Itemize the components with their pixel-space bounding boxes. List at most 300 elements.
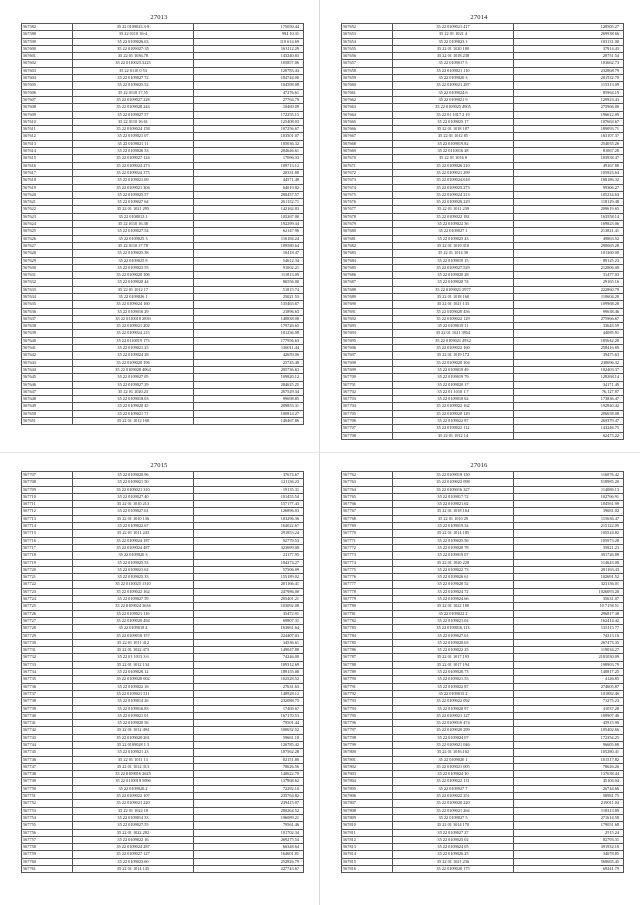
- row-id-cell: 567786: [342, 647, 393, 654]
- row-id-cell: 567608: [22, 104, 73, 111]
- code-cell: 35 22 0109024.6: [393, 89, 514, 96]
- table-row: [342, 89, 624, 96]
- amount-cell: 118129.48: [514, 199, 624, 206]
- table-row: [22, 720, 304, 727]
- code-cell: 35 22 0109025.57: [73, 191, 194, 198]
- code-cell: 35 22 0109024 287: [73, 844, 194, 851]
- amount-cell: 261152.71: [194, 199, 304, 206]
- amount-cell: 39681.02: [514, 508, 624, 515]
- code-cell: 35 22 01 1019 310: [393, 242, 514, 249]
- amount-cell: 51815.74: [194, 286, 304, 293]
- code-cell: 35 22 0109024 07: [393, 734, 514, 741]
- code-cell: 35 22 0109019 15: [393, 257, 514, 264]
- table-block-bottom-left: [21, 461, 297, 873]
- table-row: [342, 432, 624, 439]
- table-row: [22, 472, 304, 479]
- code-cell: 35 22 0109022 162: [393, 403, 514, 410]
- row-id-cell: 567633: [22, 286, 73, 293]
- row-id-cell: 567675: [342, 191, 393, 198]
- row-id-cell: 567663: [342, 104, 393, 111]
- amount-cell: 994 10.31: [194, 31, 304, 38]
- amount-cell: 114086.13: [514, 486, 624, 493]
- amount-cell: 258416.69: [514, 345, 624, 352]
- table-row: [22, 323, 304, 330]
- code-cell: 35 22 0109021.55: [393, 676, 514, 683]
- table-row: [342, 814, 624, 821]
- row-id-cell: 567754: [22, 814, 73, 821]
- table-row: [22, 118, 304, 125]
- amount-cell: 222860.79: [514, 286, 624, 293]
- row-id-cell: 567628: [22, 250, 73, 257]
- table-row: [342, 323, 624, 330]
- code-cell: 35 22 0109028 002: [73, 676, 194, 683]
- table-row: [342, 566, 624, 573]
- row-id-cell: 567757: [22, 836, 73, 843]
- table-row: [342, 647, 624, 654]
- row-id-cell: 567618: [22, 177, 73, 184]
- amount-cell: 107562.28: [194, 749, 304, 756]
- code-cell: 35 22 01 1018.238: [393, 53, 514, 60]
- row-id-cell: 567688: [342, 286, 393, 293]
- row-id-cell: 567696: [342, 345, 393, 352]
- table-row: [342, 858, 624, 865]
- code-cell: 35 22 0109022 16: [73, 683, 194, 690]
- code-cell: 35 22 0109022 16: [73, 836, 194, 843]
- row-id-cell: 567616: [22, 162, 73, 169]
- table-row: [22, 530, 304, 537]
- code-cell: 35 22 0109027.40: [73, 493, 194, 500]
- data-table: [341, 471, 624, 873]
- table-row: [342, 425, 624, 432]
- code-cell: 35 22 0109027.29: [73, 381, 194, 388]
- amount-cell: 10418.47: [194, 250, 304, 257]
- table-row: [342, 508, 624, 515]
- row-id-cell: 567774: [342, 559, 393, 566]
- code-cell: 35 22 0109021.62: [393, 501, 514, 508]
- row-id-cell: 567652: [342, 24, 393, 31]
- amount-cell: 105036.32: [194, 140, 304, 147]
- amount-cell: 200264.52: [194, 807, 304, 814]
- amount-cell: 252826.79: [194, 858, 304, 865]
- table-row: [22, 374, 304, 381]
- code-cell: 35 22 01 1012 494: [73, 727, 194, 734]
- row-id-cell: 567668: [342, 140, 393, 147]
- amount-cell: 99306.27: [514, 184, 624, 191]
- row-id-cell: 567658: [342, 67, 393, 74]
- row-id-cell: 567760: [22, 858, 73, 865]
- code-cell: 35 22 0109023.1: [393, 38, 514, 45]
- amount-cell: 114643.08: [514, 559, 624, 566]
- row-id-cell: 567732: [22, 654, 73, 661]
- table-row: [22, 603, 304, 610]
- row-id-cell: 567588: [22, 31, 73, 38]
- amount-cell: 137638.44: [514, 771, 624, 778]
- row-id-cell: 567815: [342, 858, 393, 865]
- code-cell: 35 22 01 1014 145: [73, 866, 194, 873]
- table-row: [22, 800, 304, 807]
- table-row: [342, 24, 624, 31]
- amount-cell: 323156.01: [514, 581, 624, 588]
- row-id-cell: 567713: [22, 515, 73, 522]
- amount-cell: 34078.85: [514, 851, 624, 858]
- row-id-cell: 567734: [22, 669, 73, 676]
- table-row: [342, 472, 624, 479]
- code-cell: 35 22 0109022 129: [393, 315, 514, 322]
- table-title: 27013: [150, 14, 168, 21]
- row-id-cell: 567692: [342, 315, 393, 322]
- row-id-cell: 567617: [22, 169, 73, 176]
- amount-cell: 185642.20: [514, 337, 624, 344]
- table-row: [22, 286, 304, 293]
- row-id-cell: 567765: [342, 493, 393, 500]
- row-id-cell: 567748: [22, 771, 73, 778]
- row-id-cell: 567614: [22, 148, 73, 155]
- row-id-cell: 567611: [22, 126, 73, 133]
- row-id-cell: 567766: [342, 501, 393, 508]
- table-row: [342, 418, 624, 425]
- amount-cell: 100814.27: [194, 410, 304, 417]
- row-id-cell: 567806: [342, 793, 393, 800]
- amount-cell: 1026093.20: [514, 588, 624, 595]
- amount-cell: 103662.73: [514, 60, 624, 67]
- code-cell: 35 22 0109018 157: [73, 632, 194, 639]
- amount-cell: 179726.65: [194, 323, 304, 330]
- row-id-cell: 567666: [342, 126, 393, 133]
- amount-cell: 101455.54: [194, 493, 304, 500]
- amount-cell: 54612.34: [194, 257, 304, 264]
- row-id-cell: 567741: [22, 720, 73, 727]
- row-id-cell: 567670: [342, 155, 393, 162]
- row-id-cell: 567697: [342, 352, 393, 359]
- row-id-cell: 567609: [22, 111, 73, 118]
- table-row: [342, 308, 624, 315]
- row-id-cell: 567816: [342, 866, 393, 873]
- table-row: [342, 228, 624, 235]
- table-row: [22, 544, 304, 551]
- code-cell: 35 22 0109022.67: [73, 523, 194, 530]
- amount-cell: 44085.91: [514, 330, 624, 337]
- row-id-cell: 567751: [22, 793, 73, 800]
- table-row: [22, 45, 304, 52]
- code-cell: 35 22 0109019 150: [393, 472, 514, 479]
- code-cell: 35 22 0109021 23: [73, 749, 194, 756]
- row-id-cell: 567667: [342, 133, 393, 140]
- table-row: [22, 133, 304, 140]
- amount-cell: 109312.69: [194, 661, 304, 668]
- code-cell: 35 22 0109016.83: [73, 705, 194, 712]
- code-cell: 35 22 01 1011 243: [73, 530, 194, 537]
- row-id-cell: 567604: [22, 75, 73, 82]
- amount-cell: 164601.81: [194, 851, 304, 858]
- table-row: [22, 89, 304, 96]
- row-id-cell: 567674: [342, 184, 393, 191]
- row-id-cell: 567630: [22, 264, 73, 271]
- code-cell: 35 22 0109020 3: [73, 552, 194, 559]
- row-id-cell: 567644: [22, 366, 73, 373]
- row-id-cell: 567812: [342, 836, 393, 843]
- amount-cell: 101702.34: [194, 829, 304, 836]
- table-row: [22, 479, 304, 486]
- row-id-cell: 567783: [342, 625, 393, 632]
- table-row: [22, 486, 304, 493]
- table-row: [22, 293, 304, 300]
- amount-cell: 192840.42: [514, 403, 624, 410]
- table-row: [22, 60, 304, 67]
- row-id-cell: 567707: [22, 472, 73, 479]
- code-cell: 35 22 0109022 160: [393, 345, 514, 352]
- table-row: [22, 508, 304, 515]
- code-cell: 35 22 0109027.61: [73, 508, 194, 515]
- row-id-cell: 567752: [22, 800, 73, 807]
- amount-cell: 143246.75: [514, 425, 624, 432]
- row-id-cell: 567776: [342, 574, 393, 581]
- code-cell: 35 22 0109027 228: [73, 96, 194, 103]
- amount-cell: 224407.03: [194, 632, 304, 639]
- code-cell: 35 22 0109024.66: [393, 596, 514, 603]
- row-id-cell: 567714: [22, 523, 73, 530]
- row-id-cell: 567798: [342, 734, 393, 741]
- code-cell: 35 22 0109025 43: [393, 235, 514, 242]
- table-row: [342, 118, 624, 125]
- table-row: [22, 741, 304, 748]
- code-cell: 35 22 01 1013 3 6: [73, 654, 194, 661]
- amount-cell: 205401.21: [194, 596, 304, 603]
- row-id-cell: 567629: [22, 257, 73, 264]
- code-cell: 35 22 0109021 01: [73, 712, 194, 719]
- table-row: [22, 330, 304, 337]
- amount-cell: 209855.31: [194, 403, 304, 410]
- row-id-cell: 567677: [342, 206, 393, 213]
- row-id-cell: 567735: [22, 676, 73, 683]
- amount-cell: 275966.00: [514, 104, 624, 111]
- table-row: [22, 588, 304, 595]
- amount-cell: 105973.28: [514, 537, 624, 544]
- amount-cell: 103501.07: [194, 133, 304, 140]
- row-id-cell: 567621: [22, 199, 73, 206]
- table-row: [342, 374, 624, 381]
- amount-cell: 29165.16: [514, 279, 624, 286]
- amount-cell: 37674.67: [194, 472, 304, 479]
- table-row: [342, 661, 624, 668]
- row-id-cell: 567640: [22, 337, 73, 344]
- amount-cell: 215122.09: [514, 523, 624, 530]
- table-row: [22, 639, 304, 646]
- row-id-cell: 567690: [342, 301, 393, 308]
- code-cell: 35 22 0109021 71: [73, 410, 194, 417]
- row-id-cell: 567747: [22, 763, 73, 770]
- table-row: [342, 184, 624, 191]
- table-row: [22, 31, 304, 38]
- table-row: [22, 734, 304, 741]
- code-cell: 35 22 0110 17.55: [73, 89, 194, 96]
- table-row: [22, 381, 304, 388]
- code-cell: 35 22 0109021.25: [73, 345, 194, 352]
- amount-cell: 137868.62: [194, 778, 304, 785]
- table-row: [22, 140, 304, 147]
- code-cell: 35 22 01 1010 213: [73, 501, 194, 508]
- amount-cell: 140467.86: [194, 418, 304, 425]
- table-row: [342, 800, 624, 807]
- row-id-cell: 567678: [342, 213, 393, 220]
- code-cell: 35 22 0109021 220: [73, 800, 194, 807]
- row-id-cell: 567731: [22, 647, 73, 654]
- row-id-cell: 567626: [22, 235, 73, 242]
- table-row: [342, 133, 624, 140]
- amount-cell: 91002.21: [194, 264, 304, 271]
- table-row: [22, 366, 304, 373]
- code-cell: 35 22 0109024 05: [393, 844, 514, 851]
- amount-cell: 213821.41: [514, 228, 624, 235]
- code-cell: 35 22 0109020 1: [393, 756, 514, 763]
- amount-cell: 155189.02: [194, 574, 304, 581]
- code-cell: 35 22 0109019 11: [393, 323, 514, 330]
- amount-cell: 284625.25: [194, 381, 304, 388]
- table-row: [342, 596, 624, 603]
- amount-cell: 69807.31: [194, 617, 304, 624]
- table-row: [342, 381, 624, 388]
- table-row: [22, 581, 304, 588]
- table-row: [342, 191, 624, 198]
- amount-cell: 107256.67: [194, 126, 304, 133]
- table-row: [342, 155, 624, 162]
- table-row: [342, 96, 624, 103]
- row-id-cell: 567662: [342, 96, 393, 103]
- table-title: 27016: [470, 462, 488, 469]
- row-id-cell: 567710: [22, 493, 73, 500]
- code-cell: 35 22 0109022 092: [393, 698, 514, 705]
- amount-cell: 189155.08: [194, 669, 304, 676]
- code-cell: 35 22 0109021.02: [393, 617, 514, 624]
- row-id-cell: 567785: [342, 639, 393, 646]
- table-block-top-left: [21, 13, 297, 425]
- table-row: [22, 705, 304, 712]
- amount-cell: 42659.06: [194, 352, 304, 359]
- table-row: [342, 822, 624, 829]
- code-cell: 35 22 0109023.60: [73, 858, 194, 865]
- amount-cell: 2181030.09: [514, 654, 624, 661]
- table-row: [22, 552, 304, 559]
- code-cell: 35 22 0110019 173: [73, 337, 194, 344]
- code-cell: 35 22 0109022 36: [393, 221, 514, 228]
- row-id-cell: 567737: [22, 690, 73, 697]
- row-id-cell: 567797: [342, 727, 393, 734]
- code-cell: 35 22 0109022 181: [393, 213, 514, 220]
- row-id-cell: 567804: [342, 778, 393, 785]
- code-cell: 35 22 0109018 62: [393, 396, 514, 403]
- table-row: [22, 625, 304, 632]
- row-id-cell: 567619: [22, 184, 73, 191]
- row-id-cell: 567695: [342, 337, 393, 344]
- row-id-cell: 567733: [22, 661, 73, 668]
- code-cell: 35 22 0109025.56: [393, 537, 514, 544]
- table-row: [22, 617, 304, 624]
- row-id-cell: 567637: [22, 315, 73, 322]
- code-cell: 35 22 01 1021 3954: [393, 330, 514, 337]
- code-cell: 35 22 0109024 187: [73, 537, 194, 544]
- amount-cell: 269379.47: [514, 418, 624, 425]
- code-cell: 35 22 0109020.73: [393, 669, 514, 676]
- row-id-cell: 567702: [342, 388, 393, 395]
- amount-cell: 145240.83: [194, 53, 304, 60]
- row-id-cell: 567771: [342, 537, 393, 544]
- row-id-cell: 567794: [342, 705, 393, 712]
- code-cell: 35 22 0109016 327: [393, 486, 514, 493]
- row-id-cell: 567729: [22, 632, 73, 639]
- amount-cell: 79501.44: [194, 720, 304, 727]
- table-row: [22, 148, 304, 155]
- row-id-cell: 567769: [342, 523, 393, 530]
- amount-cell: 200457.57: [194, 191, 304, 198]
- code-cell: 35 22 0109023 55: [73, 264, 194, 271]
- code-cell: 35 22 0109026 210: [393, 162, 514, 169]
- row-id-cell: 567743: [22, 734, 73, 741]
- amount-cell: 269938.66: [514, 31, 624, 38]
- code-cell: 35 22 0109020 104: [393, 359, 514, 366]
- table-row: [342, 639, 624, 646]
- amount-cell: 103131.00: [514, 38, 624, 45]
- row-id-cell: 567750: [22, 785, 73, 792]
- table-row: [342, 617, 624, 624]
- amount-cell: 10 7158.51: [514, 603, 624, 610]
- table-row: [22, 712, 304, 719]
- row-id-cell: 567699: [342, 366, 393, 373]
- table-row: [342, 544, 624, 551]
- code-cell: 35 22 0109020 78: [393, 544, 514, 551]
- code-cell: 35 22 0109021 5977: [393, 286, 514, 293]
- table-row: [342, 148, 624, 155]
- row-id-cell: 567698: [342, 359, 393, 366]
- table-row: [342, 352, 624, 359]
- code-cell: 35 22 0109027.54: [73, 228, 194, 235]
- table-row: [22, 396, 304, 403]
- table-row: [342, 31, 624, 38]
- table-row: [22, 418, 304, 425]
- table-row: [342, 301, 624, 308]
- table-row: [342, 807, 624, 814]
- code-cell: 35 22 0109020 175: [393, 866, 514, 873]
- amount-cell: 49167.80: [514, 162, 624, 169]
- amount-cell: 105923.64: [514, 169, 624, 176]
- code-cell: 35 22 0109021 9: [393, 96, 514, 103]
- row-id-cell: 567647: [22, 388, 73, 395]
- code-cell: 35 22 0109027 5: [393, 814, 514, 821]
- code-cell: 35 22 0110 17.78: [73, 242, 194, 249]
- code-cell: 35 22 0109020 74: [393, 279, 514, 286]
- row-id-cell: 567718: [22, 552, 73, 559]
- code-cell: 35 22 0109016 474: [393, 720, 514, 727]
- row-id-cell: 567641: [22, 345, 73, 352]
- code-cell: 35 22 0109022 098: [393, 479, 514, 486]
- amount-cell: 232868.79: [514, 67, 624, 74]
- code-cell: 35 22 01 1022 282: [73, 829, 194, 836]
- row-id-cell: 567720: [22, 566, 73, 573]
- code-cell: 35 22 0109025 02: [393, 836, 514, 843]
- amount-cell: 126896.03: [194, 508, 304, 515]
- row-id-cell: 567805: [342, 785, 393, 792]
- code-cell: 35 22 0109027 124: [73, 155, 194, 162]
- table-row: [22, 155, 304, 162]
- code-cell: 35 22 01 1017.193: [393, 654, 514, 661]
- amount-cell: 69241.79: [514, 866, 624, 873]
- row-id-cell: 567687: [342, 279, 393, 286]
- table-row: [22, 785, 304, 792]
- code-cell: 35 22 0109022 73: [393, 566, 514, 573]
- amount-cell: 2515.24: [514, 829, 624, 836]
- code-cell: 35 22 0109025.17: [393, 118, 514, 125]
- table-row: [342, 221, 624, 228]
- code-cell: 35 22 0109020 44: [73, 279, 194, 286]
- amount-cell: 184374.27: [194, 559, 304, 566]
